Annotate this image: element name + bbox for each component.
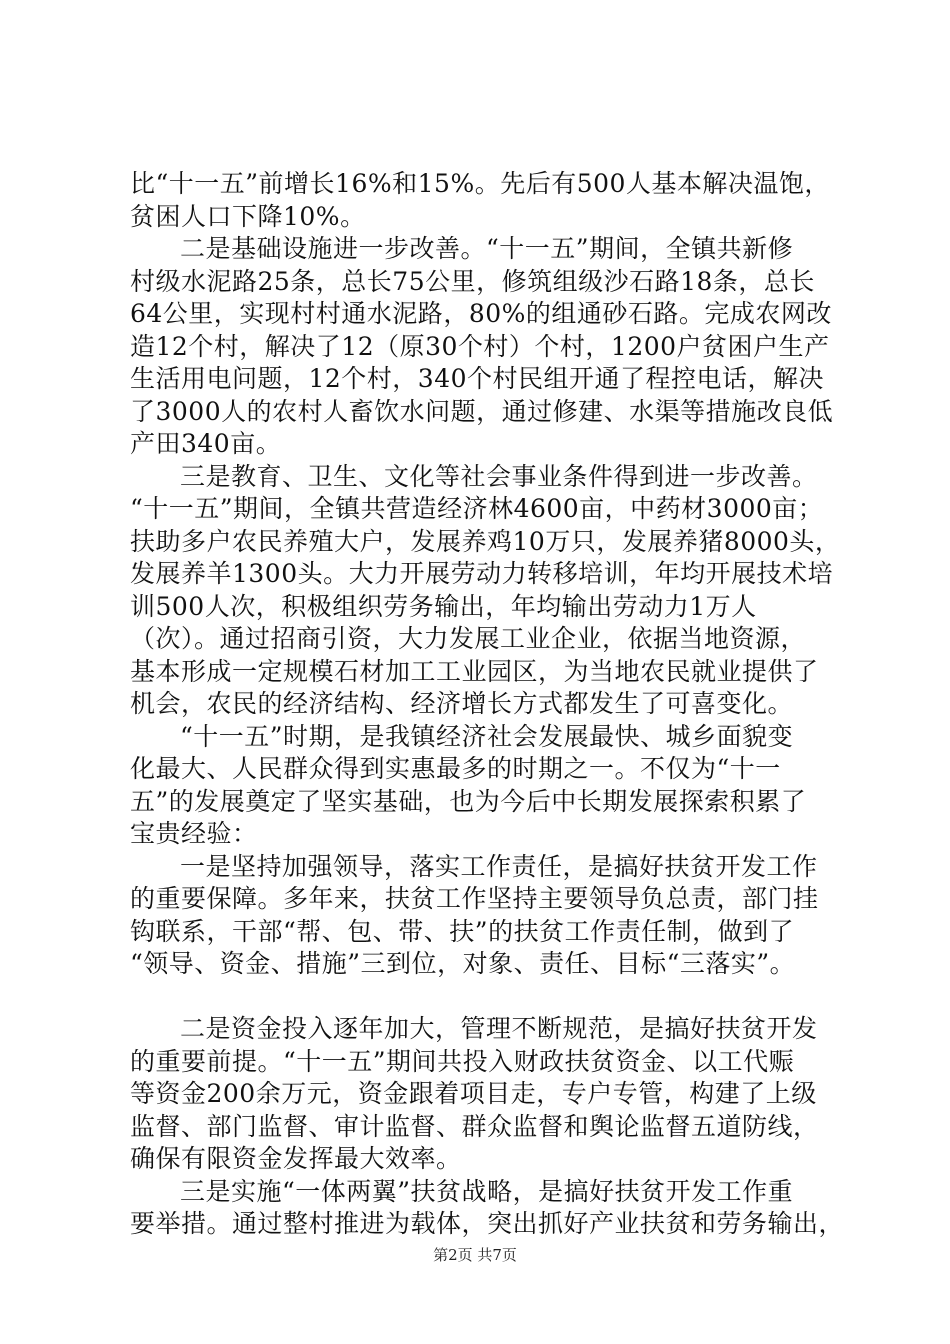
text-line: 发展养羊1300头。大力开展劳动力转移培训，年均开展技术培: [130, 559, 834, 588]
text-line: 贫困人口下降10%。: [130, 201, 366, 231]
paragraph-start-line: 一是坚持加强领导，落实工作责任，是搞好扶贫开发工作: [180, 851, 818, 881]
blank-line: [130, 981, 830, 1014]
paragraph-start-line: 三是教育、卫生、文化等社会事业条件得到进一步改善。: [180, 461, 818, 491]
text-line: 监督、部门监督、审计监督、群众监督和舆论监督五道防线，: [130, 1111, 819, 1141]
paragraph-start-line: 三是实施“一体两翼”扶贫战略，是搞好扶贫开发工作重: [180, 1176, 794, 1206]
text-line: 造12个村，解决了12（原30个村）个村，1200户贫困户生产: [130, 331, 830, 361]
paragraph-start-line: 二是资金投入逐年加大，管理不断规范，是搞好扶贫开发: [180, 1014, 818, 1043]
text-line: 训500人次，积极组织劳务输出，年均输出劳动力1万人: [130, 591, 757, 621]
text-line: 要举措。通过整村推进为载体，突出抓好产业扶贫和劳务输出，: [130, 1209, 845, 1238]
text-line: 64公里，实现村村通水泥路，80%的组通砂石路。完成农网改: [130, 299, 832, 328]
text-line: 钩联系，干部“帮、包、带、扶”的扶贫工作责任制，做到了: [130, 916, 795, 946]
text-line: 村级水泥路25条，总长75公里，修筑组级沙石路18条，总长: [130, 266, 815, 296]
text-line: 扶助多户农民养殖大户，发展养鸡10万只，发展养猪8000头，: [130, 526, 841, 556]
text-line: 比“十一五”前增长16%和15%。先后有500人基本解决温饱，: [130, 169, 830, 198]
text-line: 化最大、人民群众得到实惠最多的时期之一。不仅为“十一: [130, 754, 781, 783]
text-line: 产田340亩。: [130, 429, 282, 458]
paragraph-start-line: “十一五”时期，是我镇经济社会发展最快、城乡面貌变: [180, 721, 794, 751]
text-line: 基本形成一定规模石材加工工业园区，为当地农民就业提供了: [130, 656, 819, 686]
paragraph-start-line: 二是基础设施进一步改善。“十一五”期间，全镇共新修: [180, 234, 794, 263]
text-line: “十一五”期间，全镇共营造经济林4600亩，中药材3000亩；: [130, 494, 824, 523]
text-line: 机会，农民的经济结构、经济增长方式都发生了可喜变化。: [130, 689, 794, 718]
text-line: 五”的发展奠定了坚实基础，也为今后中长期发展探索积累了: [130, 786, 807, 816]
text-line: 等资金200余万元，资金跟着项目走，专户专管，构建了上级: [130, 1079, 817, 1108]
document-body: [130, 168, 845, 1241]
text-line: “领导、资金、措施”三到位，对象、责任、目标“三落实”。: [130, 949, 796, 978]
text-line: 了3000人的农村人畜饮水问题，通过修建、水渠等措施改良低: [130, 396, 834, 426]
text-line: 的重要前提。“十一五”期间共投入财政扶贫资金、以工代赈: [130, 1046, 795, 1076]
text-line: （次）。通过招商引资，大力发展工业企业，依据当地资源，: [130, 624, 807, 653]
text-line: 宝贵经验：: [130, 819, 258, 848]
text-line: 生活用电问题，12个村，340个村民组开通了程控电话，解决: [130, 364, 825, 393]
text-line: 确保有限资金发挥最大效率。: [130, 1144, 462, 1173]
page-number-footer: 第2页 共7页: [433, 1246, 517, 1264]
text-line: 的重要保障。多年来，扶贫工作坚持主要领导负总责，部门挂: [130, 884, 819, 913]
